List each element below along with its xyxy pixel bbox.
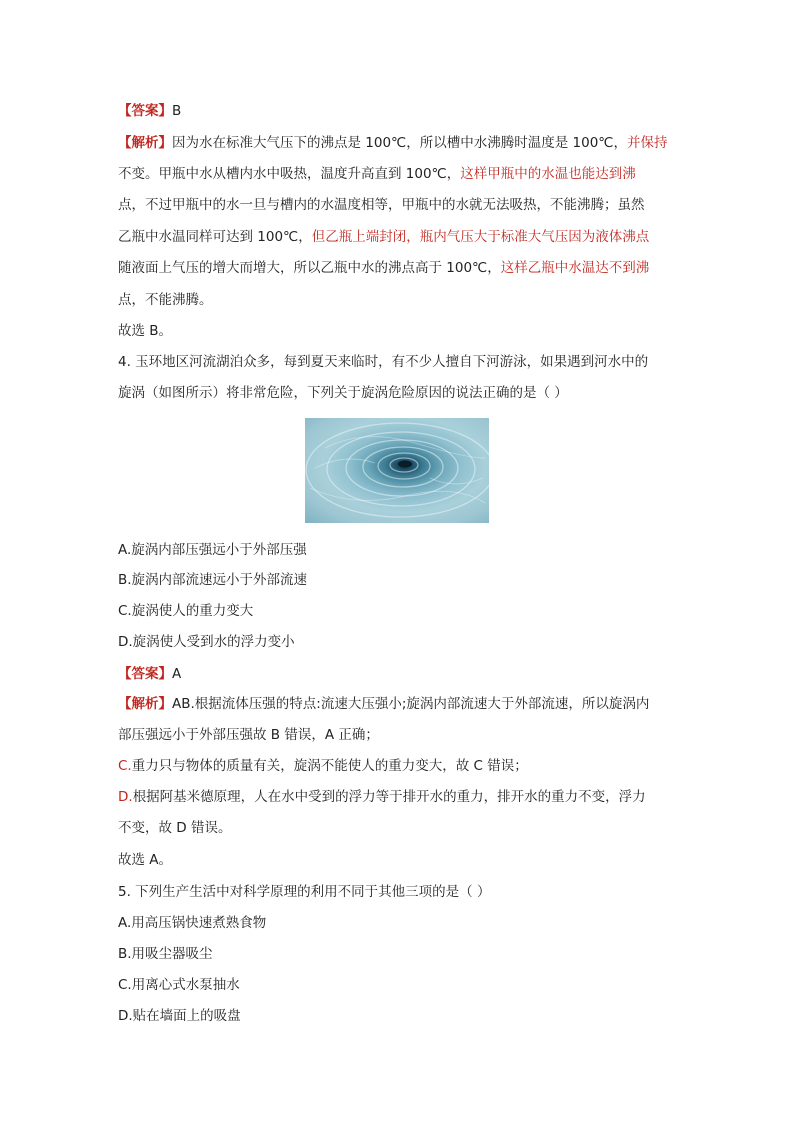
- q3-analysis-text: 随液面上气压的增大而增大，所以乙瓶中水的沸点高于 100℃，: [118, 260, 501, 276]
- q3-analysis-text: 但乙瓶上端封闭，瓶内气压大于标准大气压因为液体沸点: [311, 229, 650, 245]
- q4-analysis-text: 根据阿基米德原理，人在水中受到的浮力等于排开水的重力，排开水的重力不变，浮力: [132, 789, 646, 805]
- q4-analysis-text: 不变，故 D 错误。: [118, 820, 232, 836]
- q3-answer-value: B: [172, 103, 182, 119]
- q3-analysis-text: 因为水在标准大气压下的沸点是 100℃，所以槽中水沸腾时温度是 100℃，: [172, 135, 627, 151]
- q4-conclusion: 故选 A。: [118, 852, 173, 868]
- q3-conclusion: 故选 B。: [118, 323, 173, 339]
- q3-analysis-text: 点，不过甲瓶中的水一旦与槽内的水温度相等，甲瓶中的水就无法吸热，不能沸腾；虽然: [118, 197, 645, 213]
- q4-analysis-line: [118, 787, 678, 807]
- q5-option-c: C.用离心式水泵抽水: [118, 977, 240, 993]
- q4-analysis-tag: 【解析】: [118, 696, 172, 712]
- q3-analysis-line: [118, 164, 678, 184]
- q4-analysis-line: [118, 725, 678, 745]
- q3-analysis-line: [118, 290, 678, 310]
- q4-analysis-text: AB.根据流体压强的特点:流速大压强小;旋涡内部流速大于外部流速，所以旋涡内: [172, 696, 650, 712]
- q4-option-d: D.旋涡使人受到水的浮力变小: [118, 634, 295, 650]
- whirlpool-swirl-graphic: [305, 418, 489, 523]
- q3-analysis-text: 不变。甲瓶中水从槽内水中吸热，温度升高直到 100℃，: [118, 166, 461, 182]
- q3-analysis-line: [118, 133, 678, 153]
- q3-analysis-line: [118, 258, 678, 278]
- q3-analysis-line: [118, 227, 678, 247]
- q4-analysis-line: [118, 818, 678, 838]
- q4-answer-value: A: [172, 666, 182, 682]
- q5-option-b: B.用吸尘器吸尘: [118, 946, 213, 962]
- q4-analysis-text: D.: [118, 789, 133, 805]
- q4-analysis-line: [118, 694, 678, 714]
- q4-analysis-text: 重力只与物体的质量有关，旋涡不能使人的重力变大，故 C 错误；: [131, 758, 528, 774]
- q4-option-c: C.旋涡使人的重力变大: [118, 603, 254, 619]
- q5-option-a: A.用高压锅快速煮熟食物: [118, 915, 267, 931]
- q3-answer-line: [118, 101, 678, 121]
- q5-option-d: D.贴在墙面上的吸盘: [118, 1008, 241, 1024]
- q4-stem-line-1: 4. 玉环地区河流湖泊众多，每到夏天来临时，有不少人擅自下河游泳，如果遇到河水中的: [118, 354, 649, 370]
- q3-analysis-text: 乙瓶中水温同样可达到 100℃，: [118, 229, 312, 245]
- q4-option-a: A.旋涡内部压强远小于外部压强: [118, 542, 307, 558]
- q4-analysis-text: 部压强远小于外部压强故 B 错误，A 正确；: [118, 727, 379, 743]
- q5-stem: 5. 下列生产生活中对科学原理的利用不同于其他三项的是（ ）: [118, 884, 491, 900]
- q4-analysis-text: C.: [118, 758, 132, 774]
- q4-option-b: B.旋涡内部流速远小于外部流速: [118, 572, 308, 588]
- whirlpool-image: [305, 418, 489, 523]
- q4-analysis-line: [118, 756, 678, 776]
- q3-analysis-text: 点，不能沸腾。: [118, 292, 213, 308]
- q4-answer-tag: 【答案】: [118, 666, 172, 682]
- q3-analysis-text: 这样乙瓶中水温达不到沸: [500, 260, 650, 276]
- q3-analysis-line: [118, 195, 678, 215]
- q3-answer-tag: 【答案】: [118, 103, 172, 119]
- q4-stem-line-2: 旋涡（如图所示）将非常危险，下列关于旋涡危险原因的说法正确的是（ ）: [118, 385, 568, 401]
- q3-analysis-text: 这样甲瓶中的水温也能达到沸: [460, 166, 636, 182]
- q3-analysis-text: 并保持: [626, 135, 668, 151]
- q4-answer-line: [118, 664, 678, 684]
- q3-analysis-tag: 【解析】: [118, 135, 172, 151]
